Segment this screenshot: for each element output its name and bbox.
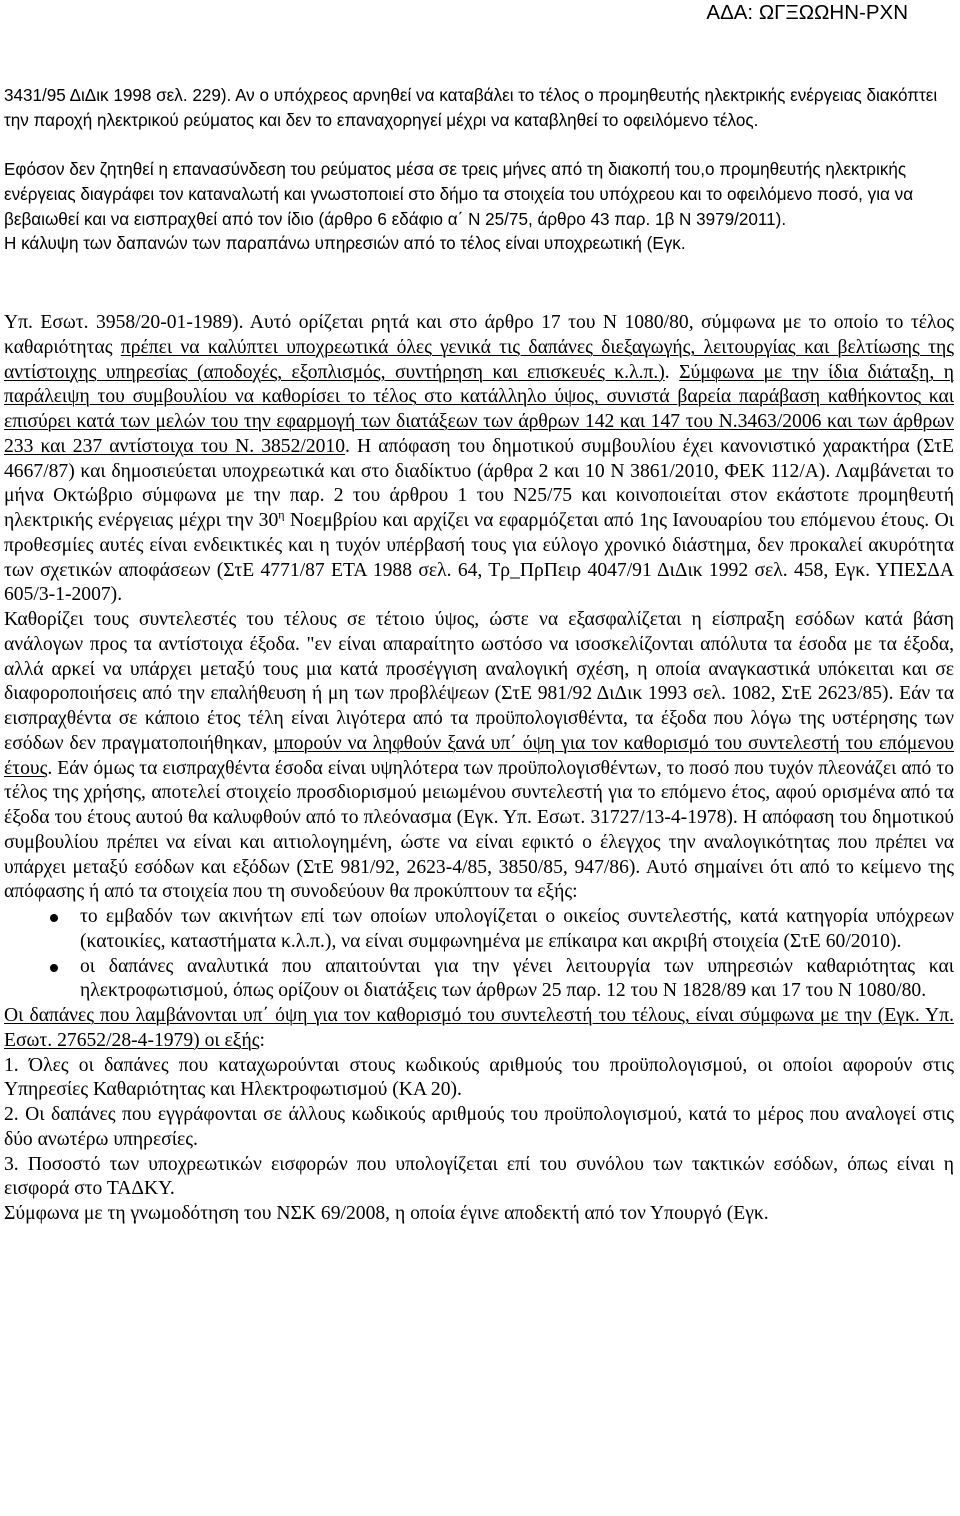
closing-line: Σύμφωνα με τη γνωμοδότηση του ΝΣΚ 69/2008, η οποία έγινε αποδεκτή από τον Υπουργό (Εγκ. (4, 1203, 769, 1224)
underline-c1: Οι δαπάνες που λαμβάνονται υπ΄ όψη για τον καθορισμό του συντελεστή του τέλους, είναι σύμφωνα με την (Εγκ. Υπ. Εσωτ. 27652/28-4-1979) οι εξής (4, 1005, 954, 1051)
serif-paragraph-a (4, 311, 954, 608)
text-c2: : (259, 1029, 265, 1051)
sans-paragraph-3: Η κάλυψη των δαπανών των παραπάνω υπηρεσιών από το τέλος είναι υποχρεωτική (Εγκ. (4, 234, 686, 254)
text-a1: Υπ. Εσωτ. 3958/20-01-1989). Αυτό ορίζεται ρητά και στο άρθρο 17 του Ν 1080/80, σύμφωνα με το οποίο το τέλος καθαριότητας (4, 312, 954, 358)
bullet-list (4, 905, 954, 1004)
bullet-dot-icon (50, 914, 58, 922)
sans-paragraph-2: Εφόσον δεν ζητηθεί η επανασύνδεση του ρεύματος μέσα σε τρεις μήνες από τη διακοπή του,ο προμηθευτής ηλεκτρικής ενέργειας διαγράφει τον καταναλωτή και γνωστοποιεί στο δήμο τα στοιχεία του υπόχρεου και το οφειλόμενο ποσό, για να βεβαιωθεί και να εισπραχθεί από τον ίδιο (άρθρο 6 εδάφιο α΄ Ν 25/75, άρθρο 43 παρ. 1β Ν 3979/2011). (4, 160, 914, 229)
sans-section-2 (4, 158, 955, 257)
bullet-item-2 (4, 955, 954, 1005)
sans-paragraph-1: 3431/95 ΔιΔικ 1998 σελ. 229). Αν ο υπόχρεος αρνηθεί να καταβάλει το τέλος ο προμηθευτής ηλεκτρικής ενέργειας διακόπτει την παροχή ηλεκτρικού ρεύματος και δεν το επαναχορηγεί μέχρι να καταβληθεί το οφειλόμενο τέλος. (4, 86, 938, 130)
ada-header: ΑΔΑ: ΩΓΞΩΩΗΝ-ΡΧΝ (706, 1, 908, 24)
serif-paragraph-b (4, 608, 954, 905)
numbered-item-2: 2. Οι δαπάνες που εγγράφονται σε άλλους κωδικούς αριθμούς του προϋπολογισμού, κατά το μέρος που αναλογεί στις δύο ανωτέρω υπηρεσίες. (4, 1104, 954, 1150)
bullet-dot-icon (50, 964, 58, 972)
underline-a2: πρέπει να καλύπτει υποχρεωτικά όλες γενικά τις δαπάνες διεξαγωγής, λειτουργίας και βελτίωσης της αντίστοιχης υπηρεσίας (αποδοχές, εξοπλισμός, συντήρηση και επισκευές κ.λ.π.) (4, 336, 954, 383)
numbered-item-3: 3. Ποσοστό των υποχρεωτικών εισφορών που υπολογίζεται επί του συνόλου των τακτικών εσόδων, όπως είναι η εισφορά στο ΤΑΔΚΥ. (4, 1153, 954, 1200)
serif-body (4, 311, 954, 1227)
numbered-item-1: 1. Όλες οι δαπάνες που καταχωρούνται στους κωδικούς αριθμούς του προϋπολογισμού, οι οποίοι αφορούν στις Υπηρεσίες Καθαριότητας και Ηλεκτροφωτισμού (ΚΑ 20). (4, 1054, 954, 1101)
serif-paragraph-c (4, 1004, 954, 1054)
sans-section-1 (4, 84, 955, 134)
bullet-item-1 (4, 905, 954, 955)
text-b3: . Εάν όμως τα εισπραχθέντα έσοδα είναι υψηλότερα των προϋπολογισθέντων, το ποσό που τυχόν πλεονάζει από το τέλος της χρήσης, αποτελεί στοιχείο προσδιορισμού μειωμένου συντελεστή για το επόμενο έτος, αφού ορισμένα από τα έξοδα του έτους αυτού θα καλυφθούν από το πλεόνασμα (Εγκ. Υπ. Εσωτ. 31727/13-4-1978). Η απόφαση του δημοτικού συμβουλίου πρέπει να είναι και αιτιολογημένη, ώστε να είναι εφικτό ο έλεγχος την αναλογικότητας που πρέπει να υπάρχει μεταξύ εσόδων και εξόδων (ΣτΕ 981/92, 2623-4/85, 3850/85, 947/86). Αυτό σημαίνει ότι από το κείμενο της απόφασης ή από τα στοιχεία που τη συνοδεύουν θα προκύπτουν τα εξής: (4, 757, 954, 903)
superscript-eta: η (278, 507, 285, 522)
bullet-text-2: οι δαπάνες αναλυτικά που απαιτούνται για την γένει λειτουργία των υπηρεσιών καθαριότητας και ηλεκτροφωτισμού, όπως ορίζουν οι διατάξεις των άρθρων 25 παρ. 12 του Ν 1828/89 και 17 του Ν 1080/80. (80, 955, 954, 1002)
text-a5: . Η απόφαση του δημοτικού συμβουλίου έχει κανονιστικό χαρακτήρα (ΣτΕ 4667/87) και δημοσιεύεται υποχρεωτικά και στο διαδίκτυο (άρθρα 2 και 10 Ν 3861/2010, ΦΕΚ 112/Α). Λαμβάνεται το μήνα Οκτώβριο σύμφωνα με την παρ. 2 του άρθρου 1 του Ν25/75 και κοινοποιείται στον εκάστοτε προμηθευτή ηλεκτρικής ενέργειας μέχρι την 30 (4, 435, 954, 531)
text-a6: Νοεμβρίου και αρχίζει να εφαρμόζεται από 1ης Ιανουαρίου του επόμενου έτους. Οι προθεσμίες αυτές είναι ενδεικτικές και η τυχόν υπέρβασή τους για εύλογο χρονικό διάστημα, δεν προκαλεί ακυρότητα των σχετικών αποφάσεων (ΣτΕ 4771/87 ΕΤΑ 1988 σελ. 64, Τρ_ΠρΠειρ 4047/91 ΔιΔικ 1992 σελ. 458, Εγκ. ΥΠΕΣΔΑ 605/3-1-2007). (4, 510, 954, 606)
underline-b2: μπορούν να ληφθούν ξανά υπ΄ όψη για τον καθορισμό του συντελεστή του επόμενου έτους (4, 732, 954, 779)
underline-a4: Σύμφωνα με την ίδια διάταξη, η παράλειψη του συμβουλίου να καθορίσει το τέλος στο κατάλληλο ύψος, συνιστά βαρεία παράβαση καθήκοντος και επισύρει κατά των μελών του την εφαρμογή των διατάξεων των άρθρων 142 και 147 του Ν.3463/2006 και των άρθρων 233 και 237 αντίστοιχα του Ν. 3852/2010 (4, 361, 954, 457)
bullet-text-1: το εμβαδόν των ακινήτων επί των οποίων υπολογίζεται ο οικείος συντελεστής, κατά κατηγορία υπόχρεων (κατοικίες, καταστήματα κ.λ.π.), να είναι συμφωνημένα με επίκαιρα και ακριβή στοιχεία (ΣτΕ 60/2010). (80, 906, 954, 952)
text-b1: Καθορίζει τους συντελεστές του τέλους σε τέτοιο ύψος, ώστε να εξασφαλίζεται η είσπραξη εσόδων κατά βάση ανάλογων προς τα αντίστοιχα έξοδα. "εν είναι απαραίτητο ωστόσο να ισοσκελίζονται απόλυτα τα έσοδα με τα έξοδα, αλλά αρκεί να υπάρχει μεταξύ τους μια κατά προσέγγιση αναλογική σχέση, η οποία αναγκαστικά υπόκειται και σε διαφοροποιήσεις από την επαλήθευση ή μη των προβλέψεων (ΣτΕ 981/92 ΔιΔικ 1993 σελ. 1082, ΣτΕ 2623/85). Εάν τα εισπραχθέντα σε κάποιο έτος τέλη είναι λιγότερα από τα προϋπολογισθέντα, τα έξοδα που λόγω της υστέρησης των εσόδων δεν πραγματοποιήθηκαν, (4, 609, 954, 754)
text-a3: . (664, 361, 680, 383)
